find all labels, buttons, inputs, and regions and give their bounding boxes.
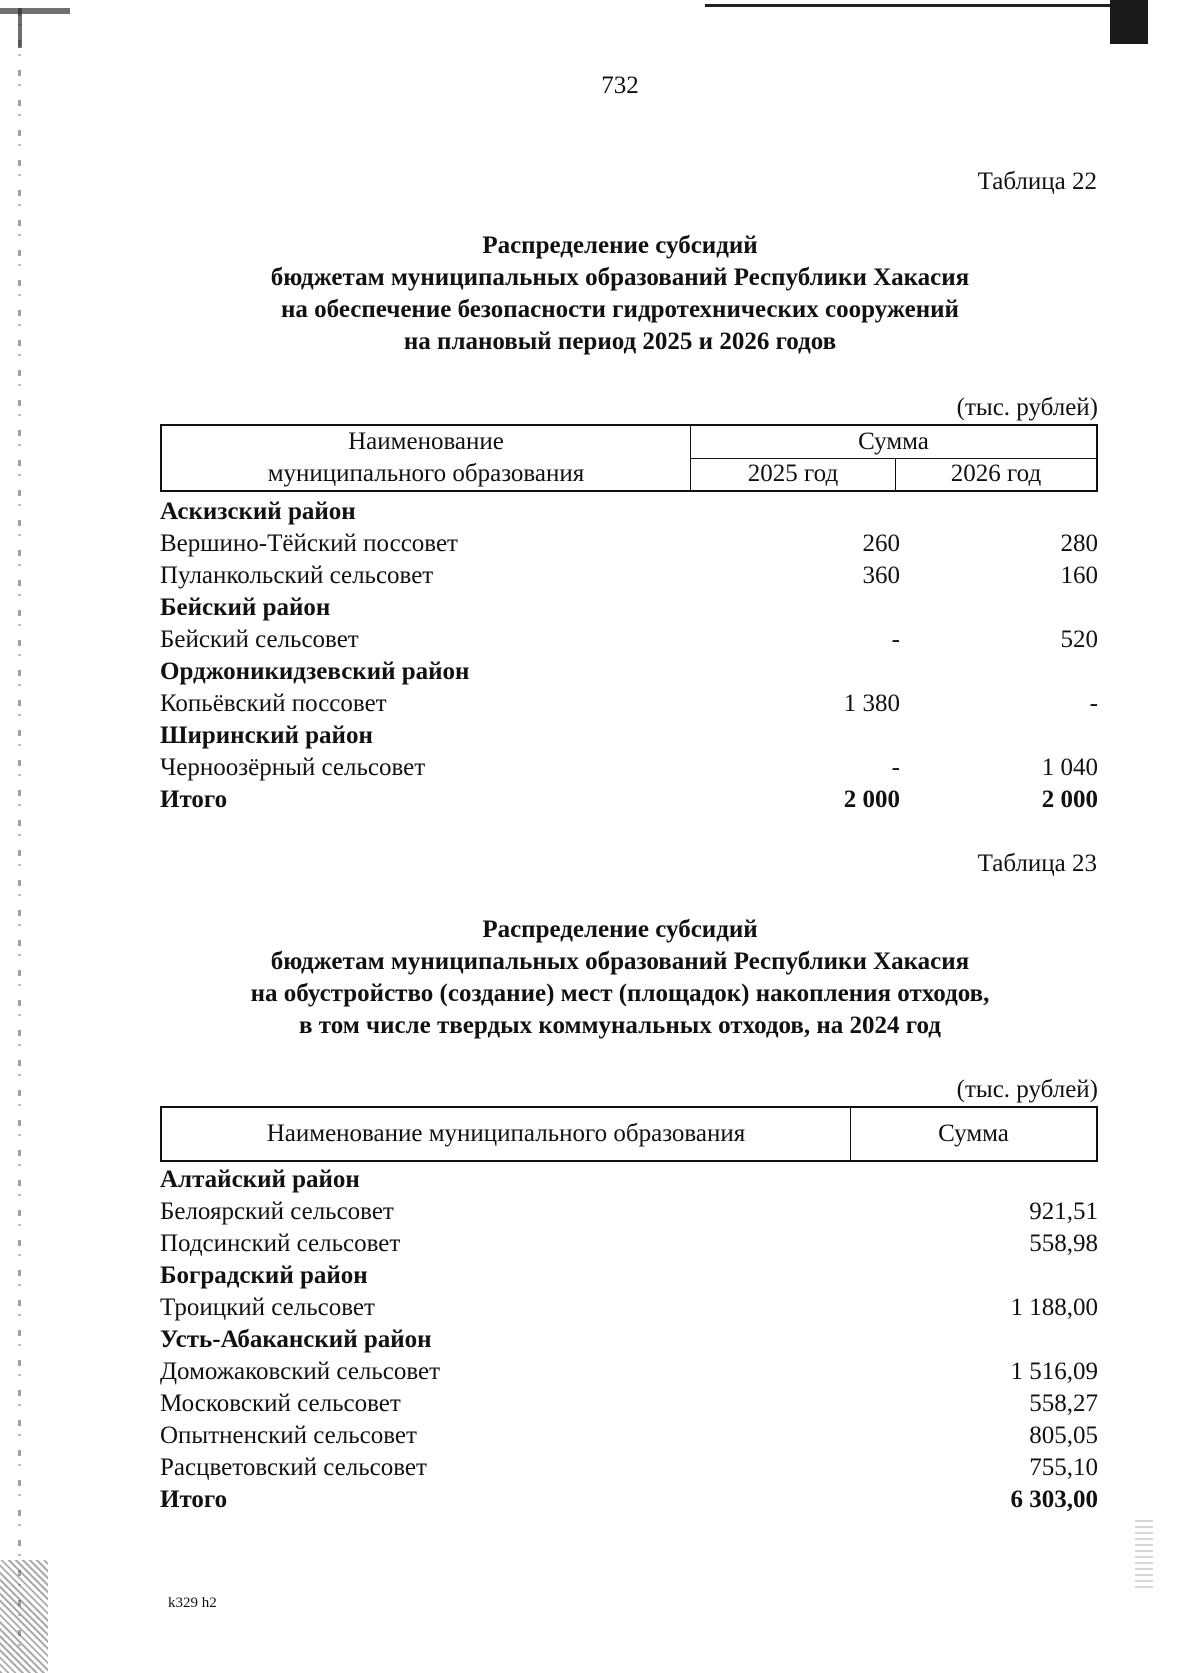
table22-title <box>0 230 1200 358</box>
table23-row <box>160 1388 1098 1420</box>
row-value: 1 188,00 <box>1010 1294 1098 1321</box>
table22-header-year2: 2026 год <box>896 458 1098 491</box>
scan-edge-artifact <box>18 8 22 48</box>
row-value-2025: 260 <box>862 530 900 557</box>
table23-title-line: на обустройство (создание) мест (площадок) накопления отходов, <box>250 980 990 1007</box>
row-name: Усть-Абаканский район <box>160 1326 432 1353</box>
row-name: Аскизский район <box>160 498 356 525</box>
table22-title-line: на обеспечение безопасности гидротехнических сооружений <box>281 296 959 323</box>
table23-body <box>160 1164 1098 1516</box>
scan-corner-artifact <box>1110 0 1148 44</box>
table22-header-sum: Сумма <box>691 425 1098 458</box>
row-value-2026: 160 <box>1060 562 1098 589</box>
table23-row-total <box>160 1484 1098 1516</box>
row-value-2026: - <box>1089 690 1098 717</box>
table22-header <box>160 424 1098 492</box>
table22-label: Таблица 22 <box>977 168 1097 195</box>
table22-unit: (тыс. рублей) <box>956 394 1098 421</box>
row-value: 558,27 <box>1029 1390 1098 1417</box>
footer-code: k329 h2 <box>168 1595 217 1611</box>
row-name: Итого <box>160 1486 228 1513</box>
row-value: 921,51 <box>1029 1198 1098 1225</box>
row-value-2025: - <box>891 754 900 781</box>
table22-row <box>160 752 1098 784</box>
row-name: Пуланкольский сельсовет <box>160 562 434 589</box>
table23-header-name: Наименование муниципального образования <box>161 1107 851 1161</box>
table23-row <box>160 1356 1098 1388</box>
row-value-2026: 280 <box>1060 530 1098 557</box>
scan-noise-artifact <box>0 1560 48 1673</box>
table22-title-line: Распределение субсидий <box>482 232 758 259</box>
table23-row-district <box>160 1164 1098 1196</box>
row-value-2026: 520 <box>1060 626 1098 653</box>
row-value: 1 516,09 <box>1010 1358 1098 1385</box>
table23-title-line: бюджетам муниципальных образований Республики Хакасия <box>270 948 970 975</box>
row-name: Расцветовский сельсовет <box>160 1454 427 1481</box>
table23-row-district <box>160 1324 1098 1356</box>
row-name: Боградский район <box>160 1262 368 1289</box>
table23-row <box>160 1292 1098 1324</box>
row-name: Алтайский район <box>160 1166 360 1193</box>
table22-row <box>160 528 1098 560</box>
row-value-2025: - <box>891 626 900 653</box>
table23-unit: (тыс. рублей) <box>956 1076 1098 1103</box>
row-value-2026: 2 000 <box>1041 786 1098 813</box>
row-name: Московский сельсовет <box>160 1390 401 1417</box>
row-name: Копьёвский поссовет <box>160 690 387 717</box>
row-value: 6 303,00 <box>1010 1486 1098 1513</box>
scan-noise-artifact <box>1135 1520 1153 1590</box>
table23-row <box>160 1420 1098 1452</box>
table22-row-district <box>160 656 1098 688</box>
table23-row-district <box>160 1260 1098 1292</box>
table23-title <box>0 914 1200 1042</box>
table22-body <box>160 496 1098 816</box>
table23-header <box>160 1106 1098 1162</box>
table23-row <box>160 1452 1098 1484</box>
header-name-line1: Наименование <box>348 428 504 455</box>
table22-row-district <box>160 496 1098 528</box>
table22-row-district <box>160 592 1098 624</box>
table23-row <box>160 1196 1098 1228</box>
table23-row <box>160 1228 1098 1260</box>
table22-row <box>160 560 1098 592</box>
row-value-2025: 360 <box>862 562 900 589</box>
table22-title-line: на плановый период 2025 и 2026 годов <box>403 328 837 355</box>
row-name: Итого <box>160 786 228 813</box>
table23-label: Таблица 23 <box>977 850 1097 877</box>
table22-row <box>160 688 1098 720</box>
row-name: Черноозёрный сельсовет <box>160 754 426 781</box>
table22-row-district <box>160 720 1098 752</box>
row-value-2025: 1 380 <box>843 690 900 717</box>
row-value: 755,10 <box>1029 1454 1098 1481</box>
scan-edge-artifact <box>705 4 1145 7</box>
row-name: Бейский сельсовет <box>160 626 359 653</box>
row-name: Ширинский район <box>160 722 373 749</box>
row-name: Вершино-Тёйский поссовет <box>160 530 458 557</box>
table22-title-line: бюджетам муниципальных образований Республики Хакасия <box>270 264 970 291</box>
row-value-2025: 2 000 <box>843 786 900 813</box>
page-number: 732 <box>601 72 639 99</box>
row-value: 805,05 <box>1029 1422 1098 1449</box>
table22-header-name <box>161 425 691 491</box>
row-value: 558,98 <box>1029 1230 1098 1257</box>
row-value-2026: 1 040 <box>1041 754 1098 781</box>
table23-title-line: в том числе твердых коммунальных отходов, на 2024 год <box>299 1012 941 1039</box>
table23-title-line: Распределение субсидий <box>482 916 758 943</box>
row-name: Орджоникидзевский район <box>160 658 470 685</box>
table22-row-total <box>160 784 1098 816</box>
row-name: Белоярский сельсовет <box>160 1198 394 1225</box>
scan-edge-artifact <box>0 8 70 14</box>
header-name-line2: муниципального образования <box>267 460 585 487</box>
row-name: Опытненский сельсовет <box>160 1422 417 1449</box>
table22-row <box>160 624 1098 656</box>
row-name: Доможаковский сельсовет <box>160 1358 441 1385</box>
row-name: Бейский район <box>160 594 331 621</box>
table22-header-year1: 2025 год <box>691 458 896 491</box>
table23-header-sum: Сумма <box>851 1107 1098 1161</box>
row-name: Подсинский сельсовет <box>160 1230 401 1257</box>
row-name: Троицкий сельсовет <box>160 1294 375 1321</box>
